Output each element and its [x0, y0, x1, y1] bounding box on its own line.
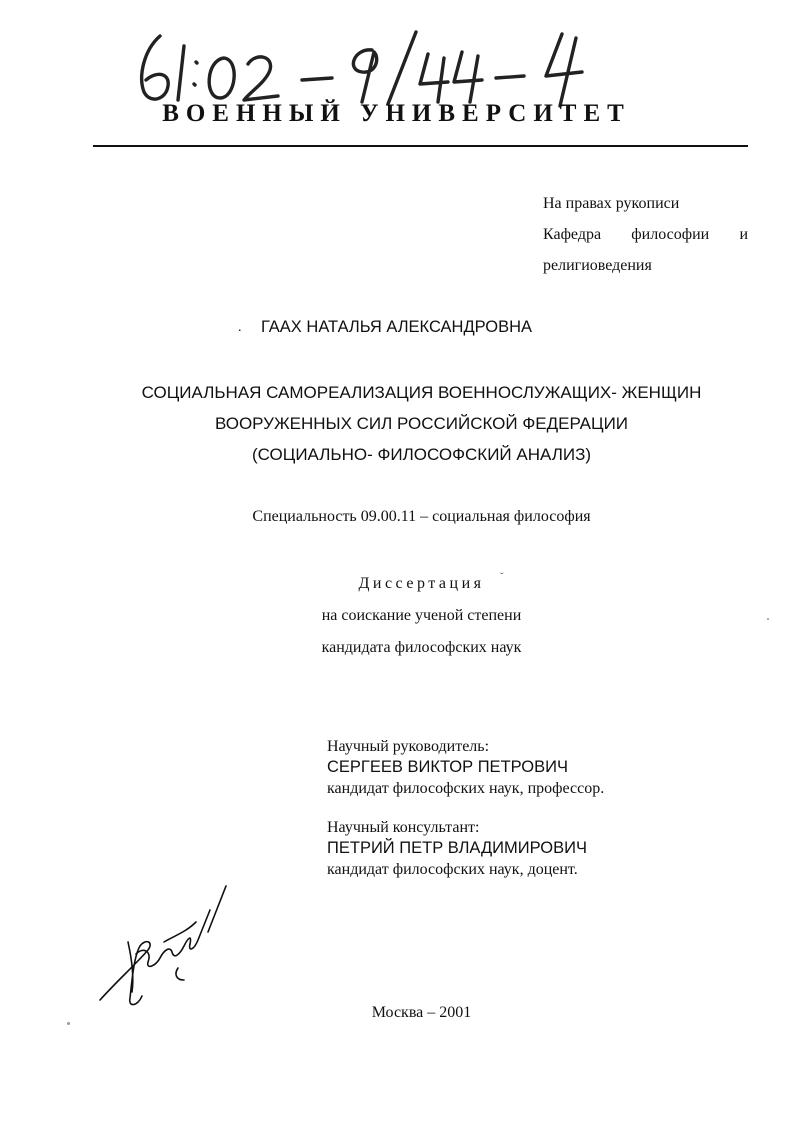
consultant-role: Научный консультант: [327, 819, 480, 836]
scan-speck [767, 618, 769, 620]
scan-speck [67, 1022, 70, 1025]
supervisor-role: Научный руководитель: [327, 738, 490, 755]
title-line: СОЦИАЛЬНАЯ САМОРЕАЛИЗАЦИЯ ВОЕННОСЛУЖАЩИХ- ЖЕНЩИН [141, 383, 702, 402]
stray-mark: . [238, 320, 242, 335]
department-line [543, 219, 748, 250]
consultant-block [327, 817, 587, 880]
specialty-line: Специальность 09.00.11 – социальная философия [252, 508, 591, 525]
degree-line: кандидата философских наук [321, 639, 522, 656]
supervisor-name: СЕРГЕЕВ ВИКТОР ПЕТРОВИЧ [327, 758, 568, 776]
supervisor-block [327, 736, 604, 799]
dissertation-title [0, 377, 793, 470]
university-heading: ВОЕННЫЙ УНИВЕРСИТЕТ [162, 100, 631, 127]
department-word: Кафедра [543, 226, 602, 243]
stray-mark: ˇ [500, 571, 504, 583]
city-year: Москва – 2001 [371, 1004, 472, 1021]
consultant-degree: кандидат философских наук, доцент. [327, 861, 578, 878]
supervisor-degree: кандидат философских наук, профессор. [327, 780, 605, 797]
header-divider [93, 145, 748, 147]
title-line: ВООРУЖЕННЫХ СИЛ РОССИЙСКОЙ ФЕДЕРАЦИИ [214, 414, 629, 433]
department-word: и [739, 226, 748, 243]
manuscript-rights-block [543, 188, 748, 281]
dissertation-label: Диссертация [358, 575, 485, 592]
consultant-name: ПЕТРИЙ ПЕТР ВЛАДИМИРОВИЧ [327, 839, 587, 857]
handwritten-signature [88, 880, 238, 1020]
handwritten-archive-number [132, 28, 602, 108]
degree-line: на соискание ученой степени [321, 607, 522, 624]
department-line-end: религиоведения [543, 257, 652, 274]
department-word: философии [631, 226, 710, 243]
manuscript-rights-line: На правах рукописи [543, 195, 680, 212]
title-line: (СОЦИАЛЬНО- ФИЛОСОФСКИЙ АНАЛИЗ) [251, 445, 592, 464]
author-name: ГААХ НАТАЛЬЯ АЛЕКСАНДРОВНА [260, 318, 533, 336]
